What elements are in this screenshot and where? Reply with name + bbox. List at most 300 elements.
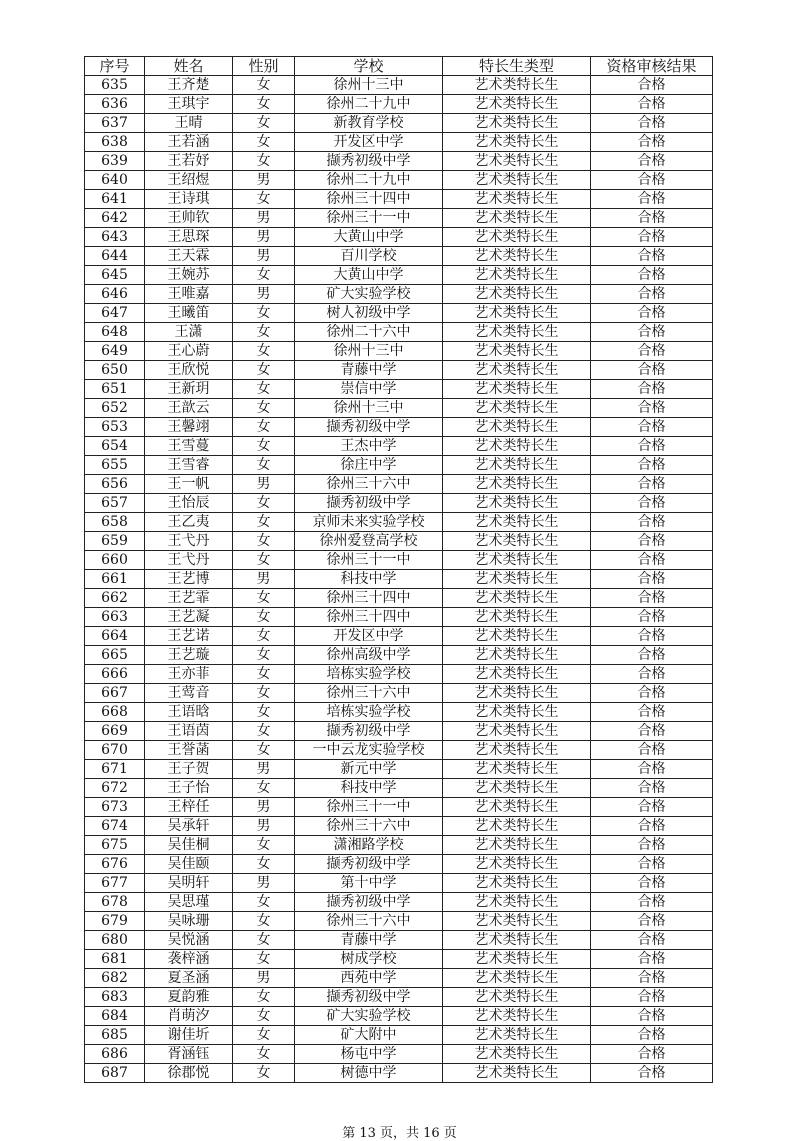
cell-name: 胥涵钰	[145, 1045, 233, 1064]
cell-result: 合格	[591, 855, 713, 874]
cell-gender: 女	[233, 456, 295, 475]
cell-result: 合格	[591, 589, 713, 608]
table-row	[85, 266, 713, 285]
cell-school: 徐州二十九中	[295, 171, 443, 190]
table-row	[85, 228, 713, 247]
cell-school: 青藤中学	[295, 931, 443, 950]
cell-name: 王歆云	[145, 399, 233, 418]
cell-gender: 男	[233, 760, 295, 779]
cell-type: 艺术类特长生	[443, 399, 591, 418]
cell-gender: 女	[233, 114, 295, 133]
cell-type: 艺术类特长生	[443, 342, 591, 361]
cell-gender: 女	[233, 589, 295, 608]
cell-gender: 女	[233, 912, 295, 931]
table-row	[85, 513, 713, 532]
cell-school: 徐州三十一中	[295, 551, 443, 570]
cell-type: 艺术类特长生	[443, 1045, 591, 1064]
cell-gender: 男	[233, 874, 295, 893]
cell-gender: 女	[233, 722, 295, 741]
cell-result: 合格	[591, 304, 713, 323]
cell-type: 艺术类特长生	[443, 1007, 591, 1026]
cell-number: 677	[85, 874, 145, 893]
cell-result: 合格	[591, 456, 713, 475]
table-row	[85, 1064, 713, 1083]
cell-school: 王杰中学	[295, 437, 443, 456]
cell-gender: 男	[233, 228, 295, 247]
cell-name: 王亦菲	[145, 665, 233, 684]
cell-type: 艺术类特长生	[443, 589, 591, 608]
table-row	[85, 741, 713, 760]
cell-school: 撷秀初级中学	[295, 855, 443, 874]
cell-type: 艺术类特长生	[443, 855, 591, 874]
cell-result: 合格	[591, 1026, 713, 1045]
cell-gender: 女	[233, 646, 295, 665]
cell-type: 艺术类特长生	[443, 513, 591, 532]
cell-gender: 女	[233, 152, 295, 171]
cell-gender: 男	[233, 798, 295, 817]
cell-number: 650	[85, 361, 145, 380]
table-row	[85, 589, 713, 608]
cell-result: 合格	[591, 266, 713, 285]
table-row	[85, 114, 713, 133]
cell-number: 635	[85, 76, 145, 95]
cell-number: 647	[85, 304, 145, 323]
cell-gender: 女	[233, 779, 295, 798]
table-row	[85, 893, 713, 912]
header-cell-result: 资格审核结果	[591, 57, 713, 76]
table-row	[85, 912, 713, 931]
table-row	[85, 76, 713, 95]
cell-type: 艺术类特长生	[443, 209, 591, 228]
cell-gender: 男	[233, 285, 295, 304]
cell-name: 王雪蔓	[145, 437, 233, 456]
cell-result: 合格	[591, 513, 713, 532]
table-row	[85, 209, 713, 228]
cell-gender: 女	[233, 931, 295, 950]
cell-name: 王艺凝	[145, 608, 233, 627]
cell-school: 徐州三十一中	[295, 798, 443, 817]
header-cell-gender: 性别	[233, 57, 295, 76]
cell-result: 合格	[591, 285, 713, 304]
cell-number: 668	[85, 703, 145, 722]
cell-school: 百川学校	[295, 247, 443, 266]
table-row	[85, 665, 713, 684]
cell-result: 合格	[591, 133, 713, 152]
table-row	[85, 779, 713, 798]
cell-result: 合格	[591, 1007, 713, 1026]
cell-number: 666	[85, 665, 145, 684]
cell-result: 合格	[591, 836, 713, 855]
cell-type: 艺术类特长生	[443, 304, 591, 323]
cell-number: 667	[85, 684, 145, 703]
table-row	[85, 798, 713, 817]
table-row	[85, 950, 713, 969]
cell-gender: 女	[233, 532, 295, 551]
cell-number: 656	[85, 475, 145, 494]
table-row	[85, 456, 713, 475]
cell-name: 王子贺	[145, 760, 233, 779]
cell-school: 撷秀初级中学	[295, 152, 443, 171]
cell-result: 合格	[591, 418, 713, 437]
table-row	[85, 988, 713, 1007]
cell-name: 王艺诺	[145, 627, 233, 646]
cell-school: 撷秀初级中学	[295, 494, 443, 513]
table-row	[85, 399, 713, 418]
cell-number: 665	[85, 646, 145, 665]
cell-type: 艺术类特长生	[443, 95, 591, 114]
cell-type: 艺术类特长生	[443, 703, 591, 722]
cell-name: 王若妤	[145, 152, 233, 171]
cell-type: 艺术类特长生	[443, 570, 591, 589]
cell-name: 王思琛	[145, 228, 233, 247]
cell-name: 王乙夷	[145, 513, 233, 532]
cell-number: 683	[85, 988, 145, 1007]
cell-gender: 女	[233, 988, 295, 1007]
cell-name: 王心蔚	[145, 342, 233, 361]
table-row	[85, 1045, 713, 1064]
cell-result: 合格	[591, 741, 713, 760]
cell-name: 王诗琪	[145, 190, 233, 209]
cell-type: 艺术类特长生	[443, 190, 591, 209]
cell-gender: 女	[233, 1026, 295, 1045]
cell-gender: 女	[233, 494, 295, 513]
cell-gender: 女	[233, 342, 295, 361]
table-row	[85, 1026, 713, 1045]
header-row	[85, 57, 713, 76]
cell-school: 徐州高级中学	[295, 646, 443, 665]
cell-name: 王天霖	[145, 247, 233, 266]
cell-school: 撷秀初级中学	[295, 722, 443, 741]
cell-school: 徐庄中学	[295, 456, 443, 475]
cell-school: 京师未来实验学校	[295, 513, 443, 532]
cell-name: 王欣悦	[145, 361, 233, 380]
cell-number: 661	[85, 570, 145, 589]
cell-number: 670	[85, 741, 145, 760]
cell-number: 641	[85, 190, 145, 209]
cell-gender: 女	[233, 703, 295, 722]
cell-type: 艺术类特长生	[443, 684, 591, 703]
cell-name: 王潇	[145, 323, 233, 342]
cell-gender: 男	[233, 171, 295, 190]
cell-name: 王帅钦	[145, 209, 233, 228]
table-row	[85, 133, 713, 152]
cell-type: 艺术类特长生	[443, 608, 591, 627]
cell-school: 徐州十三中	[295, 76, 443, 95]
cell-name: 王曦笛	[145, 304, 233, 323]
table-row	[85, 437, 713, 456]
cell-result: 合格	[591, 399, 713, 418]
cell-school: 一中云龙实验学校	[295, 741, 443, 760]
cell-result: 合格	[591, 1064, 713, 1083]
cell-result: 合格	[591, 608, 713, 627]
cell-school: 崇信中学	[295, 380, 443, 399]
cell-name: 王语晗	[145, 703, 233, 722]
cell-gender: 女	[233, 361, 295, 380]
cell-school: 徐州二十九中	[295, 95, 443, 114]
cell-school: 徐州十三中	[295, 342, 443, 361]
cell-name: 王唯嘉	[145, 285, 233, 304]
cell-result: 合格	[591, 931, 713, 950]
cell-result: 合格	[591, 114, 713, 133]
cell-gender: 女	[233, 399, 295, 418]
cell-number: 653	[85, 418, 145, 437]
table-row	[85, 969, 713, 988]
cell-result: 合格	[591, 988, 713, 1007]
cell-number: 655	[85, 456, 145, 475]
cell-gender: 男	[233, 570, 295, 589]
cell-number: 636	[85, 95, 145, 114]
cell-result: 合格	[591, 342, 713, 361]
cell-result: 合格	[591, 171, 713, 190]
cell-name: 王弋丹	[145, 532, 233, 551]
cell-gender: 女	[233, 665, 295, 684]
cell-type: 艺术类特长生	[443, 380, 591, 399]
table-body	[85, 76, 713, 1083]
cell-result: 合格	[591, 228, 713, 247]
cell-result: 合格	[591, 76, 713, 95]
cell-name: 肖萌汐	[145, 1007, 233, 1026]
cell-type: 艺术类特长生	[443, 114, 591, 133]
cell-school: 开发区中学	[295, 627, 443, 646]
cell-number: 642	[85, 209, 145, 228]
cell-school: 培栋实验学校	[295, 703, 443, 722]
cell-name: 王艺博	[145, 570, 233, 589]
cell-result: 合格	[591, 152, 713, 171]
cell-name: 王若涵	[145, 133, 233, 152]
cell-gender: 女	[233, 893, 295, 912]
cell-type: 艺术类特长生	[443, 228, 591, 247]
cell-result: 合格	[591, 950, 713, 969]
table-row	[85, 570, 713, 589]
cell-type: 艺术类特长生	[443, 779, 591, 798]
cell-school: 矿大附中	[295, 1026, 443, 1045]
cell-number: 684	[85, 1007, 145, 1026]
table-row	[85, 646, 713, 665]
table-row	[85, 285, 713, 304]
cell-type: 艺术类特长生	[443, 931, 591, 950]
cell-gender: 女	[233, 266, 295, 285]
table-row	[85, 817, 713, 836]
cell-number: 679	[85, 912, 145, 931]
cell-name: 王琪宇	[145, 95, 233, 114]
cell-type: 艺术类特长生	[443, 817, 591, 836]
cell-gender: 女	[233, 1064, 295, 1083]
cell-school: 树人初级中学	[295, 304, 443, 323]
cell-school: 矿大实验学校	[295, 285, 443, 304]
cell-result: 合格	[591, 893, 713, 912]
cell-gender: 女	[233, 380, 295, 399]
cell-result: 合格	[591, 437, 713, 456]
cell-type: 艺术类特长生	[443, 627, 591, 646]
cell-name: 王誉菡	[145, 741, 233, 760]
cell-result: 合格	[591, 703, 713, 722]
cell-number: 640	[85, 171, 145, 190]
cell-result: 合格	[591, 798, 713, 817]
cell-school: 徐州三十六中	[295, 817, 443, 836]
table-row	[85, 760, 713, 779]
cell-result: 合格	[591, 969, 713, 988]
cell-type: 艺术类特长生	[443, 950, 591, 969]
header-cell-type: 特长生类型	[443, 57, 591, 76]
cell-type: 艺术类特长生	[443, 133, 591, 152]
cell-school: 矿大实验学校	[295, 1007, 443, 1026]
cell-type: 艺术类特长生	[443, 551, 591, 570]
cell-gender: 女	[233, 741, 295, 760]
cell-gender: 女	[233, 95, 295, 114]
table-row	[85, 380, 713, 399]
table-row	[85, 874, 713, 893]
cell-gender: 女	[233, 950, 295, 969]
table-row	[85, 836, 713, 855]
cell-school: 青藤中学	[295, 361, 443, 380]
table-row	[85, 608, 713, 627]
cell-result: 合格	[591, 551, 713, 570]
cell-type: 艺术类特长生	[443, 456, 591, 475]
cell-school: 科技中学	[295, 570, 443, 589]
cell-name: 王一帆	[145, 475, 233, 494]
cell-school: 培栋实验学校	[295, 665, 443, 684]
cell-name: 王齐楚	[145, 76, 233, 95]
cell-result: 合格	[591, 874, 713, 893]
cell-number: 673	[85, 798, 145, 817]
cell-school: 新元中学	[295, 760, 443, 779]
cell-result: 合格	[591, 95, 713, 114]
cell-type: 艺术类特长生	[443, 760, 591, 779]
cell-number: 672	[85, 779, 145, 798]
cell-gender: 女	[233, 437, 295, 456]
cell-type: 艺术类特长生	[443, 171, 591, 190]
cell-number: 663	[85, 608, 145, 627]
cell-gender: 女	[233, 608, 295, 627]
cell-number: 674	[85, 817, 145, 836]
cell-result: 合格	[591, 722, 713, 741]
cell-name: 王艺璇	[145, 646, 233, 665]
cell-school: 徐州三十一中	[295, 209, 443, 228]
cell-number: 637	[85, 114, 145, 133]
cell-gender: 女	[233, 1045, 295, 1064]
cell-result: 合格	[591, 912, 713, 931]
cell-type: 艺术类特长生	[443, 76, 591, 95]
cell-type: 艺术类特长生	[443, 722, 591, 741]
cell-gender: 男	[233, 817, 295, 836]
cell-type: 艺术类特长生	[443, 1064, 591, 1083]
cell-name: 吴思瑾	[145, 893, 233, 912]
cell-type: 艺术类特长生	[443, 323, 591, 342]
table-row	[85, 152, 713, 171]
cell-type: 艺术类特长生	[443, 798, 591, 817]
cell-gender: 女	[233, 304, 295, 323]
cell-gender: 女	[233, 855, 295, 874]
cell-result: 合格	[591, 760, 713, 779]
cell-school: 潇湘路学校	[295, 836, 443, 855]
cell-name: 夏韵雅	[145, 988, 233, 1007]
cell-result: 合格	[591, 665, 713, 684]
cell-name: 徐郡悦	[145, 1064, 233, 1083]
cell-type: 艺术类特长生	[443, 532, 591, 551]
cell-name: 吴明轩	[145, 874, 233, 893]
cell-gender: 男	[233, 247, 295, 266]
cell-result: 合格	[591, 209, 713, 228]
cell-result: 合格	[591, 361, 713, 380]
cell-type: 艺术类特长生	[443, 665, 591, 684]
cell-name: 袭梓涵	[145, 950, 233, 969]
cell-name: 谢佳圻	[145, 1026, 233, 1045]
cell-gender: 女	[233, 513, 295, 532]
cell-name: 王梓任	[145, 798, 233, 817]
cell-number: 646	[85, 285, 145, 304]
cell-school: 西苑中学	[295, 969, 443, 988]
cell-name: 王新玥	[145, 380, 233, 399]
table-row	[85, 323, 713, 342]
cell-number: 687	[85, 1064, 145, 1083]
cell-number: 682	[85, 969, 145, 988]
cell-name: 王绍煜	[145, 171, 233, 190]
cell-gender: 女	[233, 627, 295, 646]
table-row	[85, 418, 713, 437]
table-row	[85, 361, 713, 380]
table-row	[85, 627, 713, 646]
table-row	[85, 95, 713, 114]
cell-type: 艺术类特长生	[443, 988, 591, 1007]
cell-number: 660	[85, 551, 145, 570]
cell-type: 艺术类特长生	[443, 361, 591, 380]
cell-name: 王怡辰	[145, 494, 233, 513]
cell-type: 艺术类特长生	[443, 475, 591, 494]
cell-number: 644	[85, 247, 145, 266]
cell-school: 徐州三十六中	[295, 684, 443, 703]
cell-result: 合格	[591, 627, 713, 646]
cell-name: 王语茵	[145, 722, 233, 741]
cell-school: 第十中学	[295, 874, 443, 893]
cell-school: 开发区中学	[295, 133, 443, 152]
table-row	[85, 171, 713, 190]
cell-number: 657	[85, 494, 145, 513]
cell-name: 吴佳颐	[145, 855, 233, 874]
header-cell-school: 学校	[295, 57, 443, 76]
table-row	[85, 494, 713, 513]
cell-name: 夏圣涵	[145, 969, 233, 988]
cell-result: 合格	[591, 380, 713, 399]
cell-type: 艺术类特长生	[443, 893, 591, 912]
cell-gender: 女	[233, 418, 295, 437]
cell-name: 王弋丹	[145, 551, 233, 570]
table-row	[85, 931, 713, 950]
cell-number: 654	[85, 437, 145, 456]
cell-gender: 女	[233, 190, 295, 209]
cell-result: 合格	[591, 646, 713, 665]
cell-school: 撷秀初级中学	[295, 418, 443, 437]
cell-type: 艺术类特长生	[443, 285, 591, 304]
cell-name: 王子怡	[145, 779, 233, 798]
cell-number: 648	[85, 323, 145, 342]
cell-school: 大黄山中学	[295, 266, 443, 285]
table-row	[85, 247, 713, 266]
cell-type: 艺术类特长生	[443, 969, 591, 988]
cell-result: 合格	[591, 532, 713, 551]
cell-number: 685	[85, 1026, 145, 1045]
cell-school: 大黄山中学	[295, 228, 443, 247]
cell-name: 吴佳桐	[145, 836, 233, 855]
cell-number: 638	[85, 133, 145, 152]
cell-gender: 男	[233, 475, 295, 494]
cell-school: 徐州爱登高学校	[295, 532, 443, 551]
cell-result: 合格	[591, 475, 713, 494]
table-row	[85, 475, 713, 494]
cell-number: 686	[85, 1045, 145, 1064]
cell-number: 645	[85, 266, 145, 285]
table-row	[85, 1007, 713, 1026]
cell-name: 吴悦涵	[145, 931, 233, 950]
